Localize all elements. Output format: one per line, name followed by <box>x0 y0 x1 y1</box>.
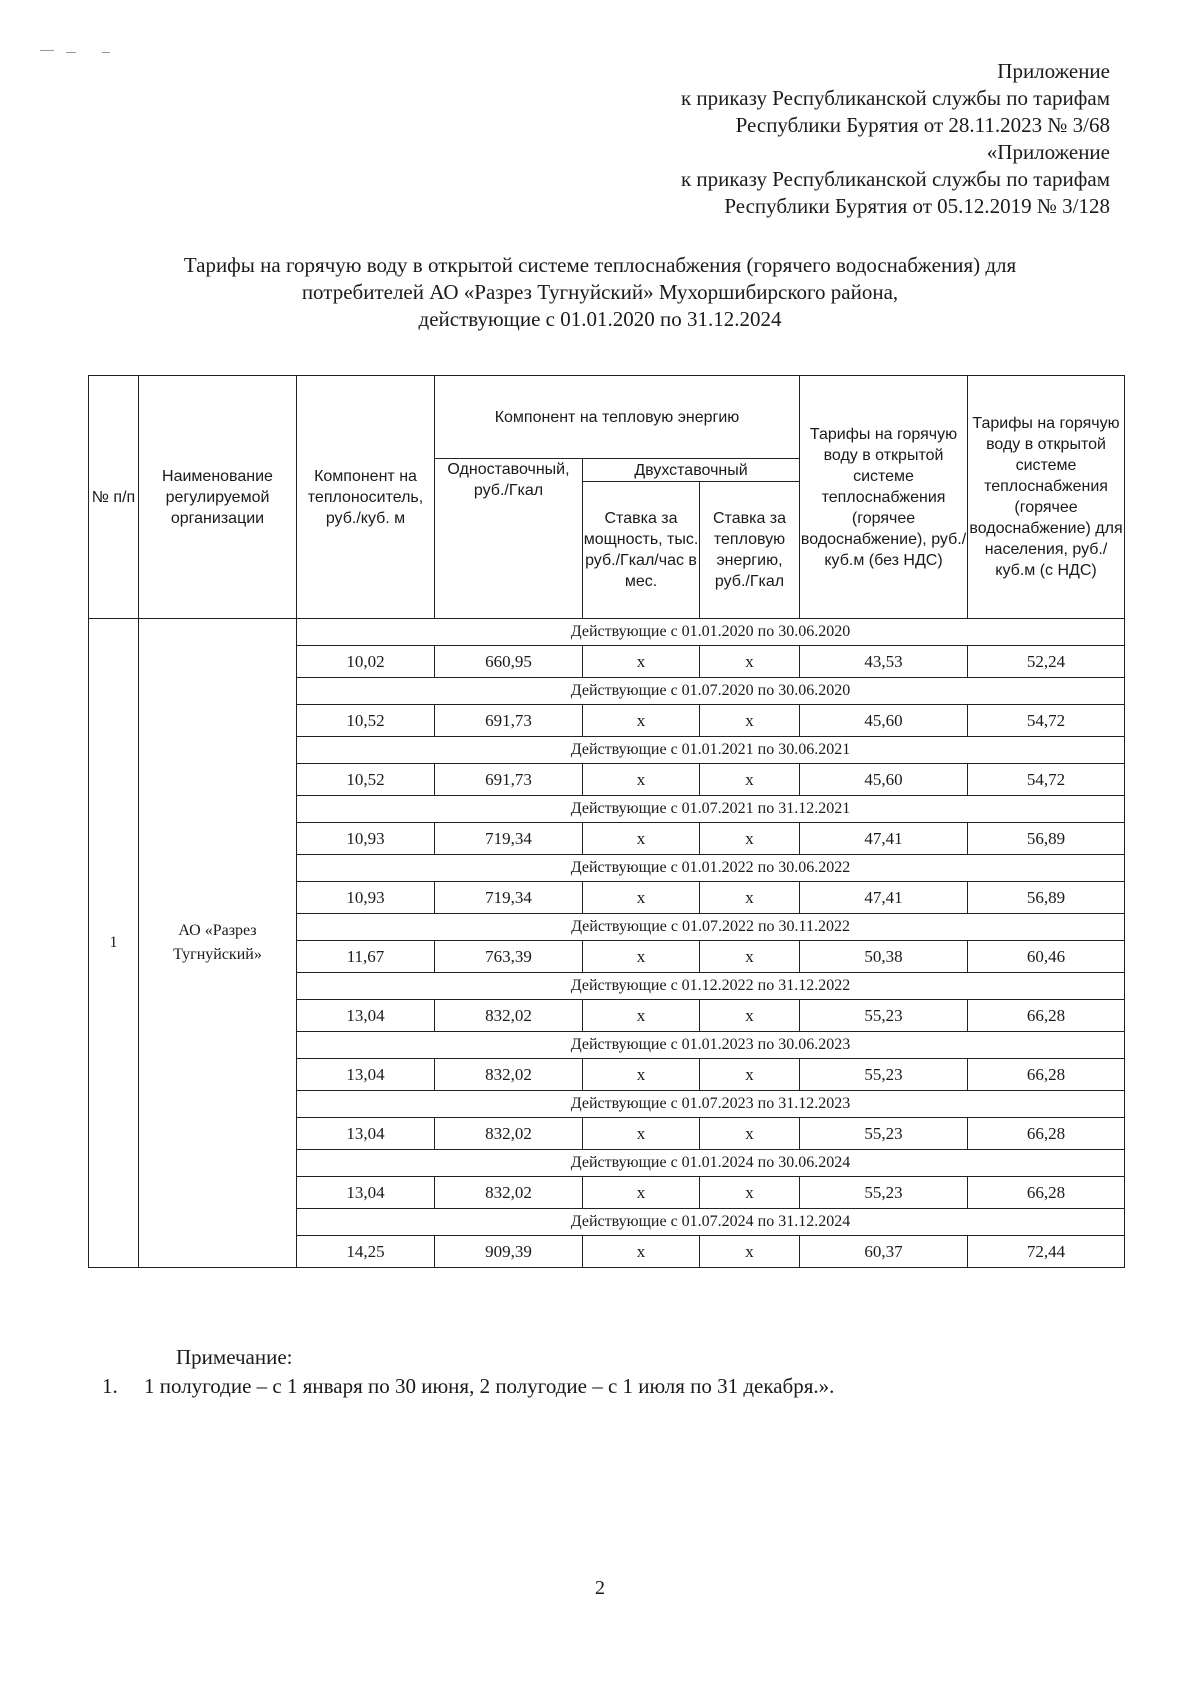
tariff-no-vat-cell: 55,23 <box>800 1000 968 1032</box>
energy-rate-cell: х <box>700 646 800 678</box>
capacity-rate-cell: х <box>583 941 700 973</box>
coolant-cell: 10,93 <box>297 882 435 914</box>
appendix-line: Республики Бурятия от 28.11.2023 № 3/68 <box>735 113 1110 137</box>
appendix-line: к приказу Республиканской службы по тарифам <box>680 86 1110 110</box>
coolant-cell: 10,02 <box>297 646 435 678</box>
single-rate-cell: 691,73 <box>435 764 583 796</box>
scan-speck <box>66 52 76 53</box>
energy-rate-cell: х <box>700 705 800 737</box>
tariff-no-vat-cell: 50,38 <box>800 941 968 973</box>
single-rate-cell: 691,73 <box>435 705 583 737</box>
capacity-rate-cell: х <box>583 1059 700 1091</box>
note-heading: Примечание: <box>176 1345 293 1369</box>
capacity-rate-cell: х <box>583 1118 700 1150</box>
appendix-line: «Приложение <box>986 140 1110 164</box>
period-label: Действующие с 01.01.2023 по 30.06.2023 <box>297 1032 1125 1059</box>
scan-speck <box>102 52 110 53</box>
energy-rate-cell: х <box>700 1118 800 1150</box>
energy-rate-cell: х <box>700 1236 800 1268</box>
single-rate-cell: 832,02 <box>435 1177 583 1209</box>
tariff-no-vat-cell: 55,23 <box>800 1059 968 1091</box>
capacity-rate-cell: х <box>583 823 700 855</box>
note-item-text: 1 полугодие – с 1 января по 30 июня, 2 полугодие – с 1 июля по 31 декабря.». <box>144 1374 835 1398</box>
scan-speck <box>40 50 54 51</box>
tariff-vat-cell: 66,28 <box>968 1118 1125 1150</box>
coolant-cell: 10,52 <box>297 705 435 737</box>
header-heat: Компонент на тепловую энергию <box>435 376 800 459</box>
coolant-cell: 14,25 <box>297 1236 435 1268</box>
tariff-vat-cell: 66,28 <box>968 1059 1125 1091</box>
tariff-vat-cell: 66,28 <box>968 1000 1125 1032</box>
capacity-rate-cell: х <box>583 882 700 914</box>
energy-rate-cell: х <box>700 1177 800 1209</box>
tariff-no-vat-cell: 45,60 <box>800 764 968 796</box>
period-label: Действующие с 01.01.2020 по 30.06.2020 <box>297 619 1125 646</box>
tariff-vat-cell: 56,89 <box>968 823 1125 855</box>
header-single: Одноставочный, руб./Гкал <box>435 459 583 619</box>
tariff-vat-cell: 54,72 <box>968 705 1125 737</box>
period-label: Действующие с 01.01.2022 по 30.06.2022 <box>297 855 1125 882</box>
appendix-header <box>681 58 1110 220</box>
coolant-cell: 13,04 <box>297 1000 435 1032</box>
capacity-rate-cell: х <box>583 1236 700 1268</box>
period-label: Действующие с 01.07.2024 по 31.12.2024 <box>297 1209 1125 1236</box>
note-item <box>102 1372 834 1400</box>
row-number: 1 <box>89 619 139 1268</box>
capacity-rate-cell: х <box>583 1000 700 1032</box>
header-capacity: Ставка за мощность, тыс. руб./Гкал/час в мес. <box>583 482 700 619</box>
single-rate-cell: 719,34 <box>435 823 583 855</box>
header-num: № п/п <box>89 376 139 619</box>
tariff-no-vat-cell: 55,23 <box>800 1177 968 1209</box>
tariffs-body <box>89 619 1125 1268</box>
tariff-no-vat-cell: 60,37 <box>800 1236 968 1268</box>
period-label: Действующие с 01.07.2021 по 31.12.2021 <box>297 796 1125 823</box>
tariff-vat-cell: 54,72 <box>968 764 1125 796</box>
single-rate-cell: 832,02 <box>435 1059 583 1091</box>
header-double: Двухставочный <box>583 459 800 482</box>
coolant-cell: 13,04 <box>297 1177 435 1209</box>
coolant-cell: 11,67 <box>297 941 435 973</box>
energy-rate-cell: х <box>700 1059 800 1091</box>
tariff-vat-cell: 66,28 <box>968 1177 1125 1209</box>
period-row <box>89 619 1125 646</box>
coolant-cell: 13,04 <box>297 1059 435 1091</box>
title-line: потребителей АО «Разрез Тугнуйский» Мухоршибирского района, <box>301 280 899 304</box>
single-rate-cell: 832,02 <box>435 1118 583 1150</box>
header-energy: Ставка за тепловую энергию, руб./Гкал <box>700 482 800 619</box>
title-line: действующие с 01.01.2020 по 31.12.2024 <box>418 307 782 331</box>
header-coolant: Компонент на теплоноситель, руб./куб. м <box>297 376 435 619</box>
tariff-vat-cell: 56,89 <box>968 882 1125 914</box>
coolant-cell: 10,93 <box>297 823 435 855</box>
header-org: Наименование регулируемой организации <box>139 376 297 619</box>
appendix-line: Республики Бурятия от 05.12.2019 № 3/128 <box>724 194 1110 218</box>
document-title <box>80 252 1120 333</box>
tariff-no-vat-cell: 45,60 <box>800 705 968 737</box>
energy-rate-cell: х <box>700 764 800 796</box>
period-label: Действующие с 01.07.2020 по 30.06.2020 <box>297 678 1125 705</box>
tariff-vat-cell: 72,44 <box>968 1236 1125 1268</box>
page-number: 2 <box>595 1577 605 1599</box>
tariff-no-vat-cell: 47,41 <box>800 882 968 914</box>
capacity-rate-cell: х <box>583 764 700 796</box>
coolant-cell: 13,04 <box>297 1118 435 1150</box>
tariff-vat-cell: 60,46 <box>968 941 1125 973</box>
capacity-rate-cell: х <box>583 705 700 737</box>
title-line: Тарифы на горячую воду в открытой системе теплоснабжения (горячего водоснабжения) для <box>183 253 1017 277</box>
note-item-number: 1. <box>102 1374 118 1398</box>
energy-rate-cell: х <box>700 823 800 855</box>
appendix-line: Приложение <box>997 59 1110 83</box>
capacity-rate-cell: х <box>583 1177 700 1209</box>
period-label: Действующие с 01.07.2023 по 31.12.2023 <box>297 1091 1125 1118</box>
energy-rate-cell: х <box>700 941 800 973</box>
org-name: АО «Разрез Тугнуйский» <box>139 619 297 1268</box>
capacity-rate-cell: х <box>583 646 700 678</box>
tariff-no-vat-cell: 47,41 <box>800 823 968 855</box>
appendix-line: к приказу Республиканской службы по тарифам <box>680 167 1110 191</box>
header-tariff-no-vat: Тарифы на горячую воду в открытой системе теплоснабжения (горячее водоснабжение), руб./куб.м (без НДС) <box>800 376 968 619</box>
single-rate-cell: 832,02 <box>435 1000 583 1032</box>
single-rate-cell: 719,34 <box>435 882 583 914</box>
tariff-vat-cell: 52,24 <box>968 646 1125 678</box>
period-label: Действующие с 01.01.2021 по 30.06.2021 <box>297 737 1125 764</box>
tariff-no-vat-cell: 55,23 <box>800 1118 968 1150</box>
energy-rate-cell: х <box>700 882 800 914</box>
energy-rate-cell: х <box>700 1000 800 1032</box>
header-tariff-vat: Тарифы на горячую воду в открытой системе теплоснабжения (горячее водоснабжение) для населения, руб./куб.м (с НДС) <box>968 376 1125 619</box>
period-label: Действующие с 01.12.2022 по 31.12.2022 <box>297 973 1125 1000</box>
period-label: Действующие с 01.07.2022 по 30.11.2022 <box>297 914 1125 941</box>
coolant-cell: 10,52 <box>297 764 435 796</box>
period-label: Действующие с 01.01.2024 по 30.06.2024 <box>297 1150 1125 1177</box>
single-rate-cell: 909,39 <box>435 1236 583 1268</box>
tariffs-table <box>88 375 1125 1268</box>
single-rate-cell: 763,39 <box>435 941 583 973</box>
tariff-no-vat-cell: 43,53 <box>800 646 968 678</box>
single-rate-cell: 660,95 <box>435 646 583 678</box>
